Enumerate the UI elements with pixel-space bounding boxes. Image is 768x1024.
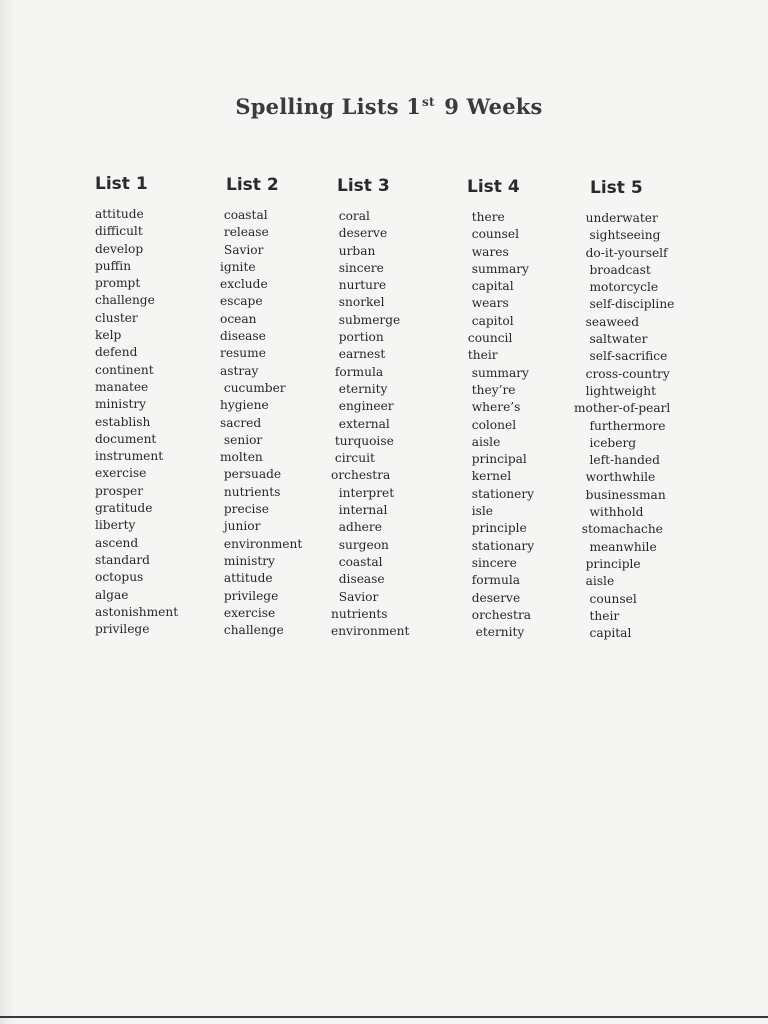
list-column-4	[464, 177, 534, 641]
list-item: puffin	[95, 258, 132, 273]
scan-bottom-edge	[0, 1016, 768, 1018]
list-item: astray	[220, 363, 259, 378]
list-item: eternity	[464, 625, 525, 640]
list-item: prompt	[95, 276, 141, 291]
list-item: cucumber	[220, 380, 286, 395]
list-item: internal	[331, 503, 388, 518]
list-item: attitude	[220, 571, 273, 586]
list-item: external	[331, 416, 390, 431]
list-item: adhere	[331, 520, 382, 535]
list-item: surgeon	[331, 537, 389, 552]
list-item: broadcast	[574, 262, 651, 277]
list-item: coastal	[220, 208, 268, 222]
list-item: wares	[464, 244, 509, 259]
list-item: coral	[331, 209, 370, 223]
list-item: exclude	[220, 277, 268, 292]
list-item: sincere	[464, 555, 517, 570]
list-item: ministry	[95, 397, 147, 412]
word-list	[574, 210, 674, 642]
list-item: earnest	[331, 347, 386, 362]
list-item: Savior	[220, 242, 264, 257]
list-item: nutrients	[220, 484, 281, 499]
list-item: resume	[220, 346, 266, 361]
list-item: principal	[464, 452, 527, 467]
list-item: cluster	[95, 310, 138, 325]
list-item: challenge	[220, 623, 284, 638]
list-item: standard	[95, 552, 150, 567]
list-item: deserve	[464, 590, 521, 605]
list-item: exercise	[95, 466, 147, 481]
list-item: iceberg	[574, 435, 637, 450]
list-item: circuit	[331, 451, 375, 466]
page-title	[0, 94, 768, 119]
list-item: nurture	[331, 278, 387, 293]
word-list	[464, 209, 534, 641]
list-item: businessman	[574, 487, 666, 502]
list-item: stomachache	[574, 522, 663, 537]
list-item: instrument	[95, 449, 164, 464]
scan-shadow	[0, 0, 14, 1024]
list-item: manatee	[95, 379, 149, 394]
list-item: precise	[220, 502, 269, 517]
list-item: their	[574, 608, 620, 623]
list-item: sincere	[331, 260, 384, 275]
word-list	[331, 208, 409, 640]
list-item: they’re	[464, 382, 516, 397]
list-header: List 1	[95, 174, 148, 194]
list-item: defend	[95, 345, 138, 360]
list-item: attitude	[95, 207, 144, 221]
list-item: orchestra	[464, 607, 532, 622]
list-item: self-sacrifice	[574, 349, 668, 364]
list-item: worthwhile	[574, 470, 656, 485]
list-item: cross-country	[574, 366, 670, 381]
list-item: aisle	[464, 434, 501, 449]
list-item: ocean	[220, 311, 257, 326]
list-item: kernel	[464, 469, 512, 484]
list-item: astonishment	[95, 604, 179, 619]
list-item: wears	[464, 296, 509, 311]
list-item: liberty	[95, 518, 136, 533]
list-item: counsel	[574, 591, 637, 606]
list-item: environment	[331, 624, 410, 639]
list-item: urban	[331, 243, 376, 258]
list-item: there	[464, 210, 505, 224]
list-item: challenge	[95, 293, 155, 308]
list-item: capital	[574, 626, 632, 641]
list-item: escape	[220, 294, 263, 309]
list-item: interpret	[331, 485, 395, 500]
list-item: senior	[220, 432, 263, 447]
word-list	[95, 206, 178, 638]
list-item: octopus	[95, 570, 144, 585]
list-item: continent	[95, 362, 154, 377]
list-item: saltwater	[574, 332, 648, 347]
list-item: ignite	[220, 259, 256, 274]
list-item: submerge	[331, 312, 401, 327]
list-item: junior	[220, 519, 261, 534]
list-item: snorkel	[331, 295, 385, 310]
list-item: establish	[95, 414, 151, 429]
list-item: kelp	[95, 328, 122, 343]
list-item: persuade	[220, 467, 282, 482]
list-item: gratitude	[95, 501, 153, 516]
list-item: withhold	[574, 505, 644, 520]
list-item: left-handed	[574, 453, 660, 468]
list-item: meanwhile	[574, 539, 657, 554]
list-item: sightseeing	[574, 228, 661, 243]
list-item: isle	[464, 504, 494, 519]
list-item: portion	[331, 330, 384, 345]
list-item: release	[220, 225, 269, 240]
list-item: colonel	[464, 417, 517, 432]
list-item: where’s	[464, 400, 521, 415]
list-column-2	[220, 175, 302, 639]
list-item: prosper	[95, 483, 144, 498]
list-item: stationary	[464, 538, 535, 553]
list-column-3	[331, 176, 409, 640]
list-item: exercise	[220, 605, 276, 620]
list-header: List 3	[337, 176, 390, 196]
list-item: Savior	[331, 589, 379, 604]
title-main: Spelling Lists 1	[235, 94, 422, 119]
list-item: privilege	[95, 622, 150, 637]
list-item: formula	[331, 364, 384, 379]
list-item: eternity	[331, 381, 388, 396]
list-item: deserve	[331, 226, 388, 241]
list-item: summary	[464, 365, 529, 380]
list-item: engineer	[331, 399, 394, 414]
list-item: do-it-yourself	[574, 245, 668, 260]
list-item: orchestra	[331, 468, 391, 483]
list-item: disease	[331, 572, 385, 587]
list-item: capitol	[464, 313, 514, 328]
title-rest: 9 Weeks	[436, 94, 543, 119]
list-item: mother-of-pearl	[574, 401, 671, 416]
list-item: seaweed	[574, 314, 640, 329]
list-item: hygiene	[220, 398, 269, 413]
list-item: aisle	[574, 574, 615, 589]
title-superscript: st	[422, 95, 435, 109]
list-item: difficult	[95, 224, 143, 239]
list-item: summary	[464, 261, 529, 276]
list-item: turquoise	[331, 433, 394, 448]
list-item: motorcycle	[574, 280, 659, 295]
list-item: lightweight	[574, 383, 657, 398]
list-item: coastal	[331, 554, 383, 569]
list-item: stationery	[464, 486, 535, 501]
list-item: their	[464, 348, 498, 363]
list-item: privilege	[220, 588, 279, 603]
list-header: List 4	[467, 177, 520, 197]
list-item: sacred	[220, 415, 262, 430]
list-item: counsel	[464, 227, 519, 242]
list-item: formula	[464, 573, 520, 588]
list-item: document	[95, 431, 157, 446]
list-header: List 5	[590, 178, 643, 198]
list-item: ministry	[220, 553, 275, 568]
list-item: disease	[220, 329, 266, 344]
list-item: develop	[95, 241, 144, 256]
list-item: ascend	[95, 535, 139, 550]
list-item: furthermore	[574, 418, 666, 433]
list-item: nutrients	[331, 606, 388, 621]
list-item: environment	[220, 536, 303, 551]
list-item: self-discipline	[574, 297, 675, 312]
list-item: capital	[464, 279, 514, 294]
word-list	[220, 207, 302, 639]
list-item: council	[464, 331, 513, 346]
list-header: List 2	[226, 175, 279, 195]
list-item: principle	[574, 556, 641, 571]
list-item: algae	[95, 587, 129, 602]
list-column-1	[95, 174, 178, 638]
list-item: principle	[464, 521, 527, 536]
list-item: molten	[220, 450, 263, 465]
list-column-5	[574, 178, 674, 642]
list-item: underwater	[574, 211, 658, 225]
